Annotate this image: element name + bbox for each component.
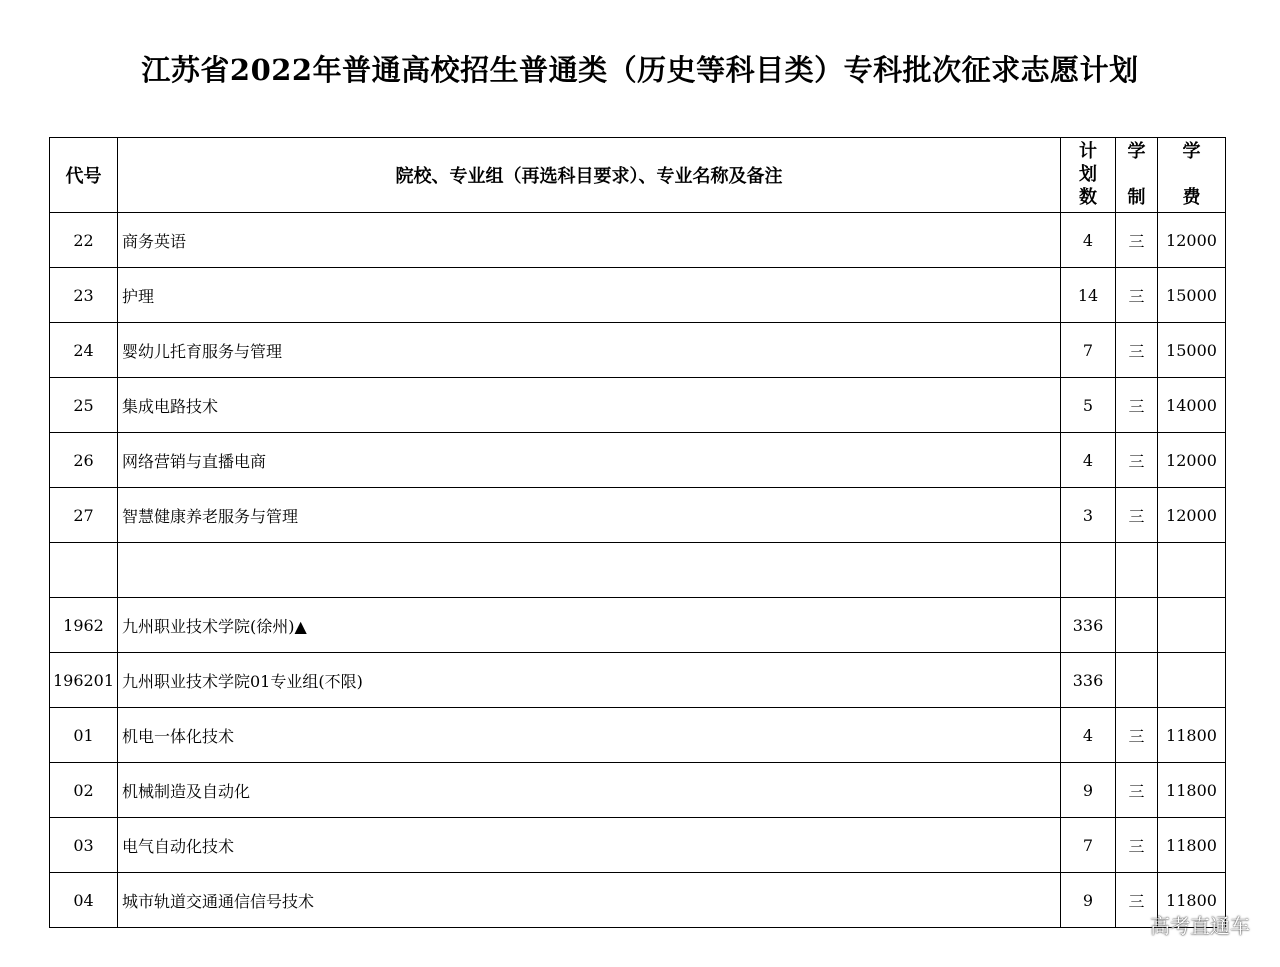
row-name: 集成电路技术: [118, 378, 1061, 433]
row-fee: [1158, 653, 1226, 708]
table-row: [50, 268, 1226, 323]
row-fee: 15000: [1158, 323, 1226, 378]
row-plan-count: 4: [1061, 708, 1116, 763]
row-plan-count: 7: [1061, 818, 1116, 873]
header-fee-char: 费: [1182, 187, 1201, 208]
row-name: 电气自动化技术: [118, 818, 1061, 873]
row-name: 九州职业技术学院(徐州)▲: [118, 598, 1061, 653]
row-fee: 14000: [1158, 378, 1226, 433]
row-fee: 11800: [1158, 708, 1226, 763]
row-name: 机电一体化技术: [118, 708, 1061, 763]
row-name: 九州职业技术学院01专业组(不限): [118, 653, 1061, 708]
header-years: [1116, 138, 1158, 213]
header-years-char: 制: [1127, 187, 1146, 208]
row-code: 04: [50, 873, 118, 928]
row-code: 1962: [50, 598, 118, 653]
watermark: 高考直通车: [1150, 914, 1250, 938]
row-years: 三: [1116, 433, 1158, 488]
row-code: 25: [50, 378, 118, 433]
row-name: 智慧健康养老服务与管理: [118, 488, 1061, 543]
row-plan-count: 5: [1061, 378, 1116, 433]
row-fee: 11800: [1158, 763, 1226, 818]
row-code: 23: [50, 268, 118, 323]
header-description: 院校、专业组（再选科目要求）、专业名称及备注: [118, 138, 1061, 213]
header-plan-char: 数: [1079, 187, 1097, 208]
row-years: 三: [1116, 488, 1158, 543]
row-code: 02: [50, 763, 118, 818]
table-row: [50, 323, 1226, 378]
row-name: 商务英语: [118, 213, 1061, 268]
row-code: 196201: [50, 653, 118, 708]
row-plan-count: 336: [1061, 653, 1116, 708]
row-fee: 15000: [1158, 268, 1226, 323]
table-row: [50, 488, 1226, 543]
header-plan-char: 计: [1079, 141, 1097, 162]
row-plan-count: [1061, 543, 1116, 598]
row-name: 婴幼儿托育服务与管理: [118, 323, 1061, 378]
row-years: [1116, 543, 1158, 598]
row-name: [118, 543, 1061, 598]
row-years: 三: [1116, 378, 1158, 433]
row-years: 三: [1116, 818, 1158, 873]
table-row: [50, 763, 1226, 818]
page-title: 江苏省2022年普通高校招生普通类（历史等科目类）专科批次征求志愿计划: [141, 53, 1139, 87]
table-row: [50, 378, 1226, 433]
row-code: 03: [50, 818, 118, 873]
header-code: 代号: [50, 138, 118, 213]
row-fee: [1158, 543, 1226, 598]
table-row: [50, 543, 1226, 598]
row-plan-count: 4: [1061, 433, 1116, 488]
row-plan-count: 9: [1061, 873, 1116, 928]
row-fee: 12000: [1158, 213, 1226, 268]
row-fee: 12000: [1158, 488, 1226, 543]
row-years: 三: [1116, 873, 1158, 928]
row-plan-count: 7: [1061, 323, 1116, 378]
row-years: 三: [1116, 213, 1158, 268]
header-plan-count: [1061, 138, 1116, 213]
row-code: 26: [50, 433, 118, 488]
table-row: [50, 708, 1226, 763]
row-fee: 11800: [1158, 818, 1226, 873]
table-header-row: [50, 138, 1226, 213]
row-code: [50, 543, 118, 598]
row-code: 27: [50, 488, 118, 543]
table-row: [50, 653, 1226, 708]
row-name: 网络营销与直播电商: [118, 433, 1061, 488]
header-years-char: 学: [1127, 141, 1146, 162]
row-years: [1116, 653, 1158, 708]
row-years: 三: [1116, 323, 1158, 378]
table-row: [50, 818, 1226, 873]
table-row: [50, 598, 1226, 653]
table-row: [50, 873, 1226, 928]
header-fee-char: 学: [1182, 141, 1201, 162]
row-years: [1116, 598, 1158, 653]
header-fee: [1158, 138, 1226, 213]
row-years: 三: [1116, 763, 1158, 818]
row-plan-count: 3: [1061, 488, 1116, 543]
row-plan-count: 9: [1061, 763, 1116, 818]
row-code: 22: [50, 213, 118, 268]
row-years: 三: [1116, 268, 1158, 323]
row-fee: [1158, 598, 1226, 653]
row-plan-count: 4: [1061, 213, 1116, 268]
row-name: 机械制造及自动化: [118, 763, 1061, 818]
row-name: 护理: [118, 268, 1061, 323]
table-row: [50, 433, 1226, 488]
row-fee: 11800: [1158, 873, 1226, 928]
header-plan-char: 划: [1079, 164, 1097, 185]
table-row: [50, 213, 1226, 268]
row-fee: 12000: [1158, 433, 1226, 488]
row-years: 三: [1116, 708, 1158, 763]
row-plan-count: 336: [1061, 598, 1116, 653]
row-plan-count: 14: [1061, 268, 1116, 323]
plan-table: [49, 137, 1226, 928]
row-code: 01: [50, 708, 118, 763]
row-name: 城市轨道交通通信信号技术: [118, 873, 1061, 928]
row-code: 24: [50, 323, 118, 378]
